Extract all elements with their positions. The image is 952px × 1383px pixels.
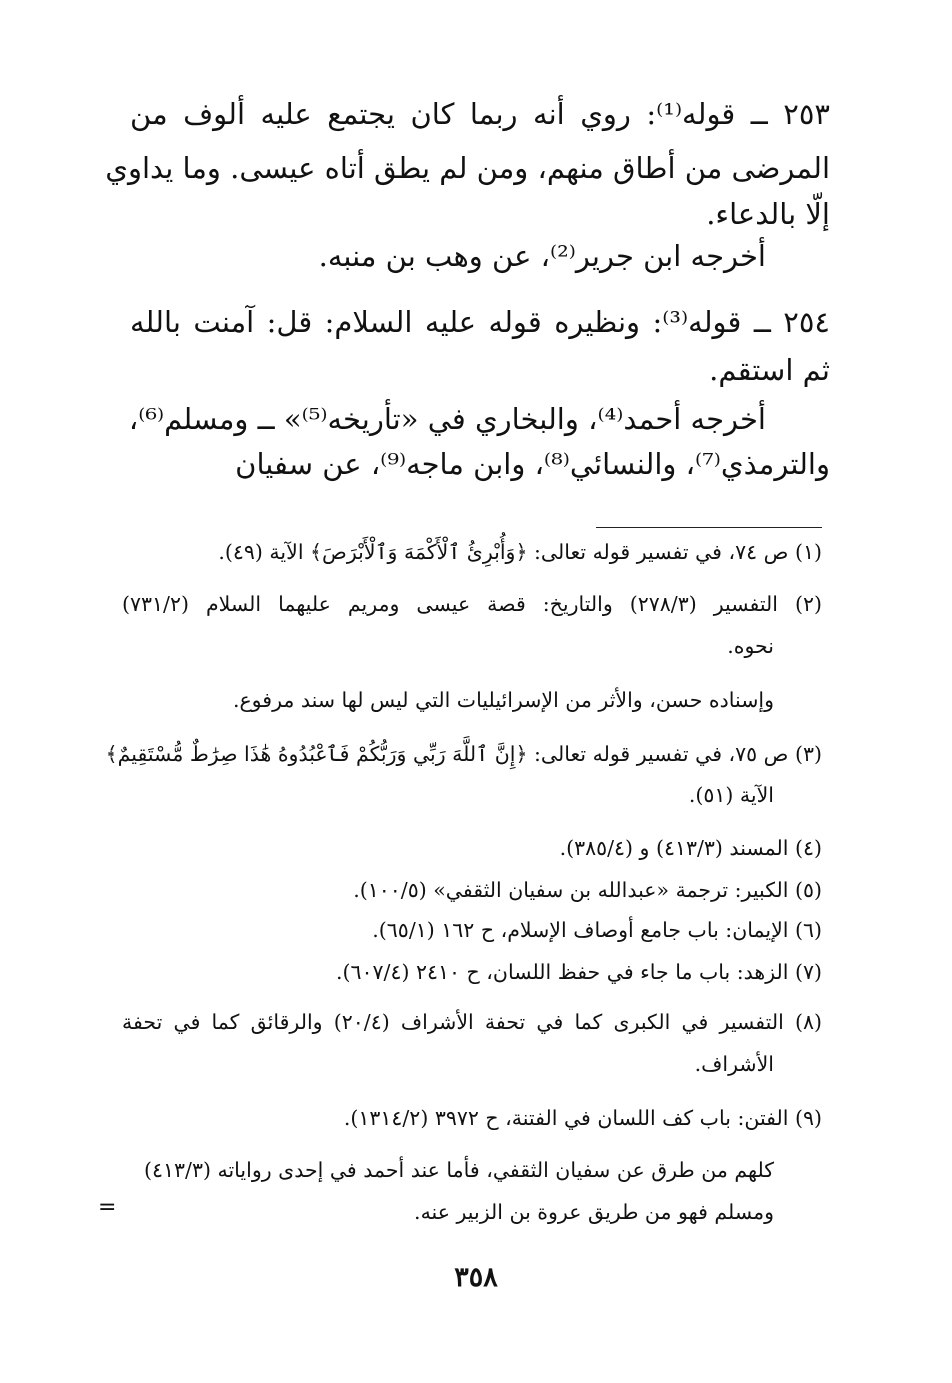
footnotes <box>105 534 823 1164</box>
footnote-2-line-1: (٢) التفسير (٢٧٨/٣) والتاريخ: قصة عيسى ومريم عليهما السلام (٧٣١/٢) <box>122 592 823 616</box>
footnote-4: (٤) المسند (٤١٣/٣) و (٣٨٥/٤). <box>559 836 822 860</box>
paragraph-253-line-1: ٢٥٣ ــ قوله⁽¹⁾: روي أنه ربما كان يجتمع عليه ألوف من <box>130 97 830 131</box>
paragraph-254-line-1: ٢٥٤ ــ قوله⁽³⁾: ونظيره قوله عليه السلام: قل: آمنت بالله <box>130 305 831 339</box>
footnote-3-line-1: (٣) ص ٧٥، في تفسير قوله تعالى: ﴿إِنَّ ٱللَّهَ رَبِّي وَرَبُّكُمْ فَٱعْبُدُوهُ هَٰذَا صِرَٰطٌ مُّسْتَقِيمٌ﴾ <box>105 742 822 766</box>
paragraph-253-line-2: المرضى من أطاق منهم، ومن لم يطق أتاه عيسى. وما يداوي <box>105 151 830 185</box>
continuation-mark: = <box>98 1195 117 1220</box>
paragraph-254-line-3: أخرجه أحمد⁽⁴⁾، والبخاري في «تأريخه⁽⁵⁾» ــ ومسلم⁽⁶⁾، <box>128 402 766 436</box>
footnote-7: (٧) الزهد: باب ما جاء في حفظ اللسان، ح ٢٤١٠ (٦٠٧/٤). <box>335 960 822 984</box>
footnote-5: (٥) الكبير: ترجمة «عبدالله بن سفيان الثقفي» (١٠٠/٥). <box>353 878 822 902</box>
footnote-8-line-1: (٨) التفسير في الكبرى كما في تحفة الأشراف (٢٠/٤) والرقائق كما في تحفة <box>122 1010 823 1034</box>
footnote-3-line-2: الآية (٥١). <box>688 783 774 807</box>
footnote-9-note-line-2: ومسلم فهو من طريق عروة بن الزبير عنه. <box>414 1200 774 1224</box>
footnote-separator <box>596 527 822 528</box>
paragraph-254-line-4: والترمذي⁽⁷⁾، والنسائي⁽⁸⁾، وابن ماجه⁽⁹⁾، عن سفيان <box>235 447 830 481</box>
paragraph-253-source: أخرجه ابن جرير⁽²⁾، عن وهب بن منبه. <box>318 239 766 273</box>
footnote-2-line-3: وإسناده حسن، والأثر من الإسرائيليات التي ليس لها سند مرفوع. <box>232 688 774 712</box>
footnote-1: (١) ص ٧٤، في تفسير قوله تعالى: ﴿وَأُبْرِئُ ٱلْأَكْمَهَ وَٱلْأَبْرَصَ﴾ الآية (٤٩). <box>218 540 822 564</box>
page-number: ٣٥٨ <box>454 1262 498 1293</box>
footnote-2-line-2: نحوه. <box>727 634 774 658</box>
footnote-8-line-2: الأشراف. <box>694 1052 774 1076</box>
footnote-6: (٦) الإيمان: باب جامع أوصاف الإسلام، ح ١٦٢ (٦٥/١). <box>372 918 822 942</box>
paragraph-254-line-2: ثم استقم. <box>709 353 830 387</box>
paragraph-253-line-3: إلّا بالدعاء. <box>706 197 830 231</box>
footnote-9: (٩) الفتن: باب كف اللسان في الفتنة، ح ٣٩٧٢ (١٣١٤/٢). <box>343 1106 822 1130</box>
footnote-9-note-line-1: كلهم من طرق عن سفيان الثقفي، فأما عند أحمد في إحدى رواياته (٤١٣/٣) <box>144 1158 774 1182</box>
